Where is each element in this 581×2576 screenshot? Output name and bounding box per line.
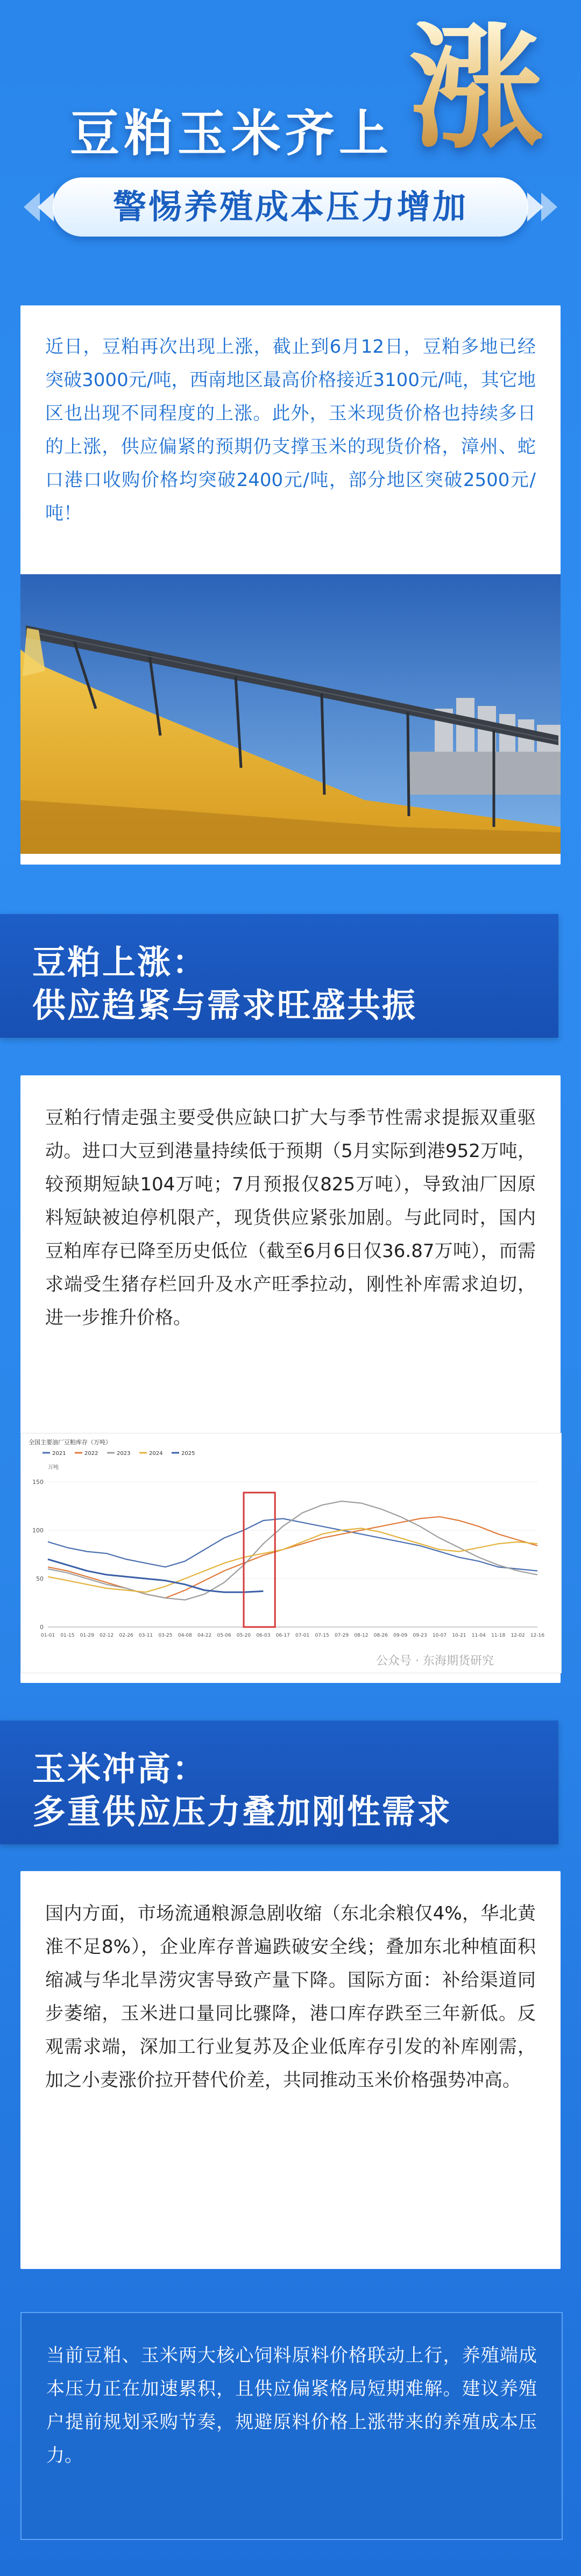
x-tick-label: 11-04 [471,1633,486,1638]
x-tick-label: 06-17 [275,1633,290,1638]
x-tick-label: 02-12 [100,1633,114,1638]
page-header [0,0,581,258]
y-tick-label: 150 [32,1479,44,1486]
right-chevron-icon [527,192,559,222]
legend-label: 2025 [181,1451,195,1457]
chart-watermark: 公众号 · 东海期货研究 [376,1654,494,1668]
page-subtitle: 警惕养殖成本压力增加 [112,187,468,226]
x-tick-label: 06-03 [256,1633,271,1638]
chart-title: 全国主要油厂豆粕库存（万吨） [29,1439,111,1446]
x-tick-label: 08-12 [354,1633,369,1638]
grain-conveyor-photo [20,574,561,854]
series-line-2021 [48,1518,537,1571]
x-tick-label: 01-29 [80,1633,94,1638]
section2-heading-line1: 玉米冲高： [32,1749,208,1788]
x-tick-label: 04-08 [178,1633,192,1638]
left-chevron-icon [22,192,54,222]
section1-heading-line2: 供应趋紧与需求旺盛共振 [32,986,417,1025]
section2-paragraph: 国内方面，市场流通粮源急剧收缩（东北余粮仅4%，华北黄淮不足8%），企业库存普遍跌破安全线；叠加东北种植面积缩减与华北旱涝灾害导致产量下降。国际方面：补给渠道同步萎缩，玉米进口量同比骤降，港口库存跌至三年新低。反观需求端，深加工行业复苏及企业低库存引发的补库刚需，加之小麦涨价拉开替代价差，共同推动玉米价格强势冲高。 [45,1903,536,2091]
soymeal-inventory-chart [20,1433,562,1673]
chart-unit-label: 万吨 [48,1465,59,1471]
x-tick-label: 05-20 [236,1633,251,1638]
chart-legend [42,1451,195,1457]
y-tick-label: 100 [32,1527,44,1534]
y-tick-label: 0 [40,1624,44,1631]
x-tick-label: 01-01 [40,1633,55,1638]
chart-series [48,1501,537,1600]
section1-heading [0,914,558,1038]
x-tick-label: 01-15 [60,1633,75,1638]
x-tick-label: 02-26 [119,1633,133,1638]
title-big-char: 涨 [409,10,543,167]
x-tick-label: 12-16 [530,1633,545,1638]
section2-heading [0,1721,558,1844]
chart-y-axis [32,1479,537,1631]
x-tick-label: 12-02 [511,1633,525,1638]
x-tick-label: 09-23 [413,1633,427,1638]
conclusion-paragraph: 当前豆粕、玉米两大核心饲料原料价格联动上行，养殖端成本压力正在加速累积，且供应偏紧格局短期难解。建议养殖户提前规划采购节奏，规避原料价格上涨带来的养殖成本压力。 [46,2345,537,2466]
x-tick-label: 11-18 [491,1633,506,1638]
x-tick-label: 09-09 [393,1633,408,1638]
x-tick-label: 05-06 [217,1633,231,1638]
x-tick-label: 10-07 [432,1633,447,1638]
x-tick-label: 07-01 [295,1633,310,1638]
page-title: 豆粕玉米齐上 [70,105,393,162]
legend-label: 2022 [84,1451,98,1457]
legend-label: 2024 [149,1451,163,1457]
section1-heading-line1: 豆粕上涨： [32,943,208,982]
legend-label: 2021 [52,1451,66,1457]
section2-heading-line2: 多重供应压力叠加刚性需求 [32,1792,452,1831]
subtitle-banner [53,177,528,237]
section1-paragraph: 豆粕行情走强主要受供应缺口扩大与季节性需求提振双重驱动。进口大豆到港量持续低于预期（5月实际到港952万吨，较预期短缺104万吨；7月预报仅825万吨），导致油厂因原料短缺被迫停机限产，现货供应紧张加剧。与此同时，国内豆粕库存已降至历史低位（截至6月6日仅36.87万吨），而需求端受生猪存栏回升及水产旺季拉动，刚性补库需求迫切，进一步推升价格。 [45,1107,536,1329]
series-line-2024 [48,1528,537,1592]
x-tick-label: 08-26 [373,1633,388,1638]
y-tick-label: 50 [36,1575,44,1582]
x-tick-label: 03-25 [158,1633,173,1638]
x-tick-label: 04-22 [197,1633,212,1638]
section2-card [20,1871,561,2269]
x-tick-label: 07-29 [334,1633,349,1638]
chart-svg [21,1433,561,1673]
x-tick-label: 10-21 [452,1633,466,1638]
legend-label: 2023 [117,1451,131,1457]
conclusion-box [20,2312,563,2540]
x-tick-label: 03-11 [138,1633,153,1638]
intro-paragraph: 近日，豆粕再次出现上涨，截止到6月12日，豆粕多地已经突破3000元/吨，西南地区最高价格接近3100元/吨，其它地区也出现不同程度的上涨。此外，玉米现货价格也持续多日的上涨，供应偏紧的预期仍支撑玉米的现货价格，漳州、蛇口港口收购价格均突破2400元/吨，部分地区突破2500元/吨！ [45,336,536,524]
chart-x-axis [41,1627,544,1638]
x-tick-label: 07-15 [315,1633,329,1638]
